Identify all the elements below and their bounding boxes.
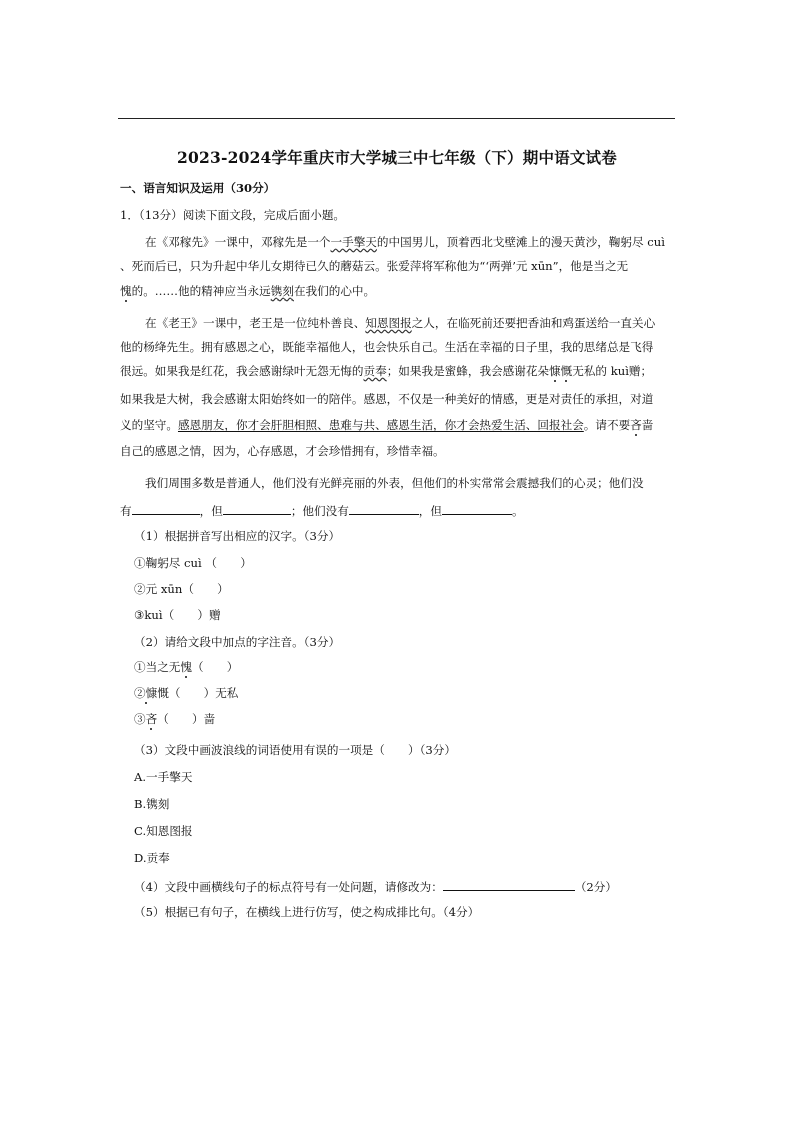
subq1-item2: ②元 xūn（ ） bbox=[134, 582, 229, 596]
para2-line3: 很远。如果我是红花，我会感谢绿叶无怨无悔的贡奉；如果我是蜜蜂，我会感谢花朵慷慨无私的 kuì赠； bbox=[120, 364, 653, 378]
dotted-char: ②慷 bbox=[134, 686, 158, 700]
para2-line5: 义的坚守。感恩朋友，你才会肝胆相照、患难与共、感恩生活，你才会热爱生活、回报社会。请不要吝啬 bbox=[120, 418, 654, 432]
para2-line2: 他的杨绛先生。拥有感恩之心，既能幸福他人，也会快乐自己。生活在幸福的日子里，我的思绪总是飞得 bbox=[120, 340, 654, 354]
subq2-item2: ②慷慨（ ）无私 bbox=[134, 686, 239, 700]
underlined-sentence: 感恩朋友，你才会肝胆相照、患难与共、感恩生活，你才会热爱生活、回报社会 bbox=[177, 418, 584, 432]
question-1-heading: 1．（13分）阅读下面文段，完成后面小题。 bbox=[120, 208, 346, 222]
subq1-item3: ③kuì（ ）赠 bbox=[134, 608, 221, 622]
wavy-word: 镌刻 bbox=[270, 284, 294, 298]
para1-line1: 在《邓稼先》一课中，邓稼先是一个一手擎天的中国男儿，顶着西北戈壁滩上的漫天黄沙，鞠躬尽 cuì bbox=[145, 235, 665, 249]
dotted-char: 慷 bbox=[549, 364, 561, 378]
option-b[interactable]: B.镌刻 bbox=[134, 797, 170, 811]
para3-line1: 我们周围多数是普通人，他们没有光鲜亮丽的外表，但他们的朴实常常会震撼我们的心灵；他们没 bbox=[145, 476, 644, 490]
section-heading: 一、语言知识及运用（30分） bbox=[120, 181, 276, 195]
dotted-char: 愧 bbox=[120, 284, 132, 298]
option-c[interactable]: C.知恩图报 bbox=[134, 824, 193, 838]
para1-line2: 、死而后已，只为升起中华儿女期待已久的蘑菇云。张爱萍将军称他为“‘两弹’元 xūn”，他是当之无 bbox=[120, 259, 629, 273]
header-rule bbox=[118, 118, 675, 119]
wavy-word: 贡奉 bbox=[363, 364, 387, 378]
fill-blank[interactable] bbox=[223, 502, 291, 515]
para1-line3: 愧的。……他的精神应当永远镌刻在我们的心中。 bbox=[120, 284, 376, 298]
subq1-heading: （1）根据拼音写出相应的汉字。（3分） bbox=[134, 529, 341, 543]
subq4: （4）文段中画横线句子的标点符号有一处问题，请修改为： （2分） bbox=[134, 880, 617, 894]
para2-line1: 在《老王》一课中，老王是一位纯朴善良、知恩图报之人，在临死前还要把香油和鸡蛋送给一直关心 bbox=[145, 316, 656, 330]
wavy-word: 知恩图报 bbox=[365, 316, 412, 330]
page-title: 2023-2024学年重庆市大学城三中七年级（下）期中语文试卷 bbox=[177, 148, 617, 167]
option-d[interactable]: D.贡奉 bbox=[134, 851, 170, 865]
para3-line2: 有 ，但 ；他们没有 ，但 。 bbox=[120, 504, 524, 518]
subq2-heading: （2）请给文段中加点的字注音。（3分） bbox=[134, 635, 341, 649]
subq3-heading: （3）文段中画波浪线的词语使用有误的一项是（ ）（3分） bbox=[134, 743, 456, 757]
dotted-char: 吝 bbox=[630, 418, 642, 432]
fill-blank[interactable] bbox=[349, 502, 419, 515]
option-a[interactable]: A.一手擎天 bbox=[134, 770, 193, 784]
wavy-word: 一手擎天 bbox=[330, 235, 377, 249]
subq1-item1: ①鞠躬尽 cuì （ ） bbox=[134, 556, 252, 570]
subq2-item1: ①当之无愧（ ） bbox=[134, 660, 239, 674]
para2-line4: 如果我是大树，我会感谢太阳始终如一的陪伴。感恩，不仅是一种美好的情感，更是对责任的承担，对道 bbox=[120, 392, 654, 406]
subq5: （5）根据已有句子，在横线上进行仿写，使之构成排比句。（4分） bbox=[134, 905, 480, 919]
dotted-char: 吝 bbox=[145, 712, 158, 726]
dotted-char: 慨 bbox=[560, 364, 573, 378]
subq2-item3: ③吝（ ）啬 bbox=[134, 712, 216, 726]
dotted-char: 愧 bbox=[180, 660, 192, 674]
para2-line6: 自己的感恩之情，因为，心存感恩，才会珍惜拥有，珍惜幸福。 bbox=[120, 444, 445, 458]
fill-blank[interactable] bbox=[442, 502, 512, 515]
answer-blank[interactable] bbox=[443, 878, 575, 891]
fill-blank[interactable] bbox=[132, 502, 200, 515]
